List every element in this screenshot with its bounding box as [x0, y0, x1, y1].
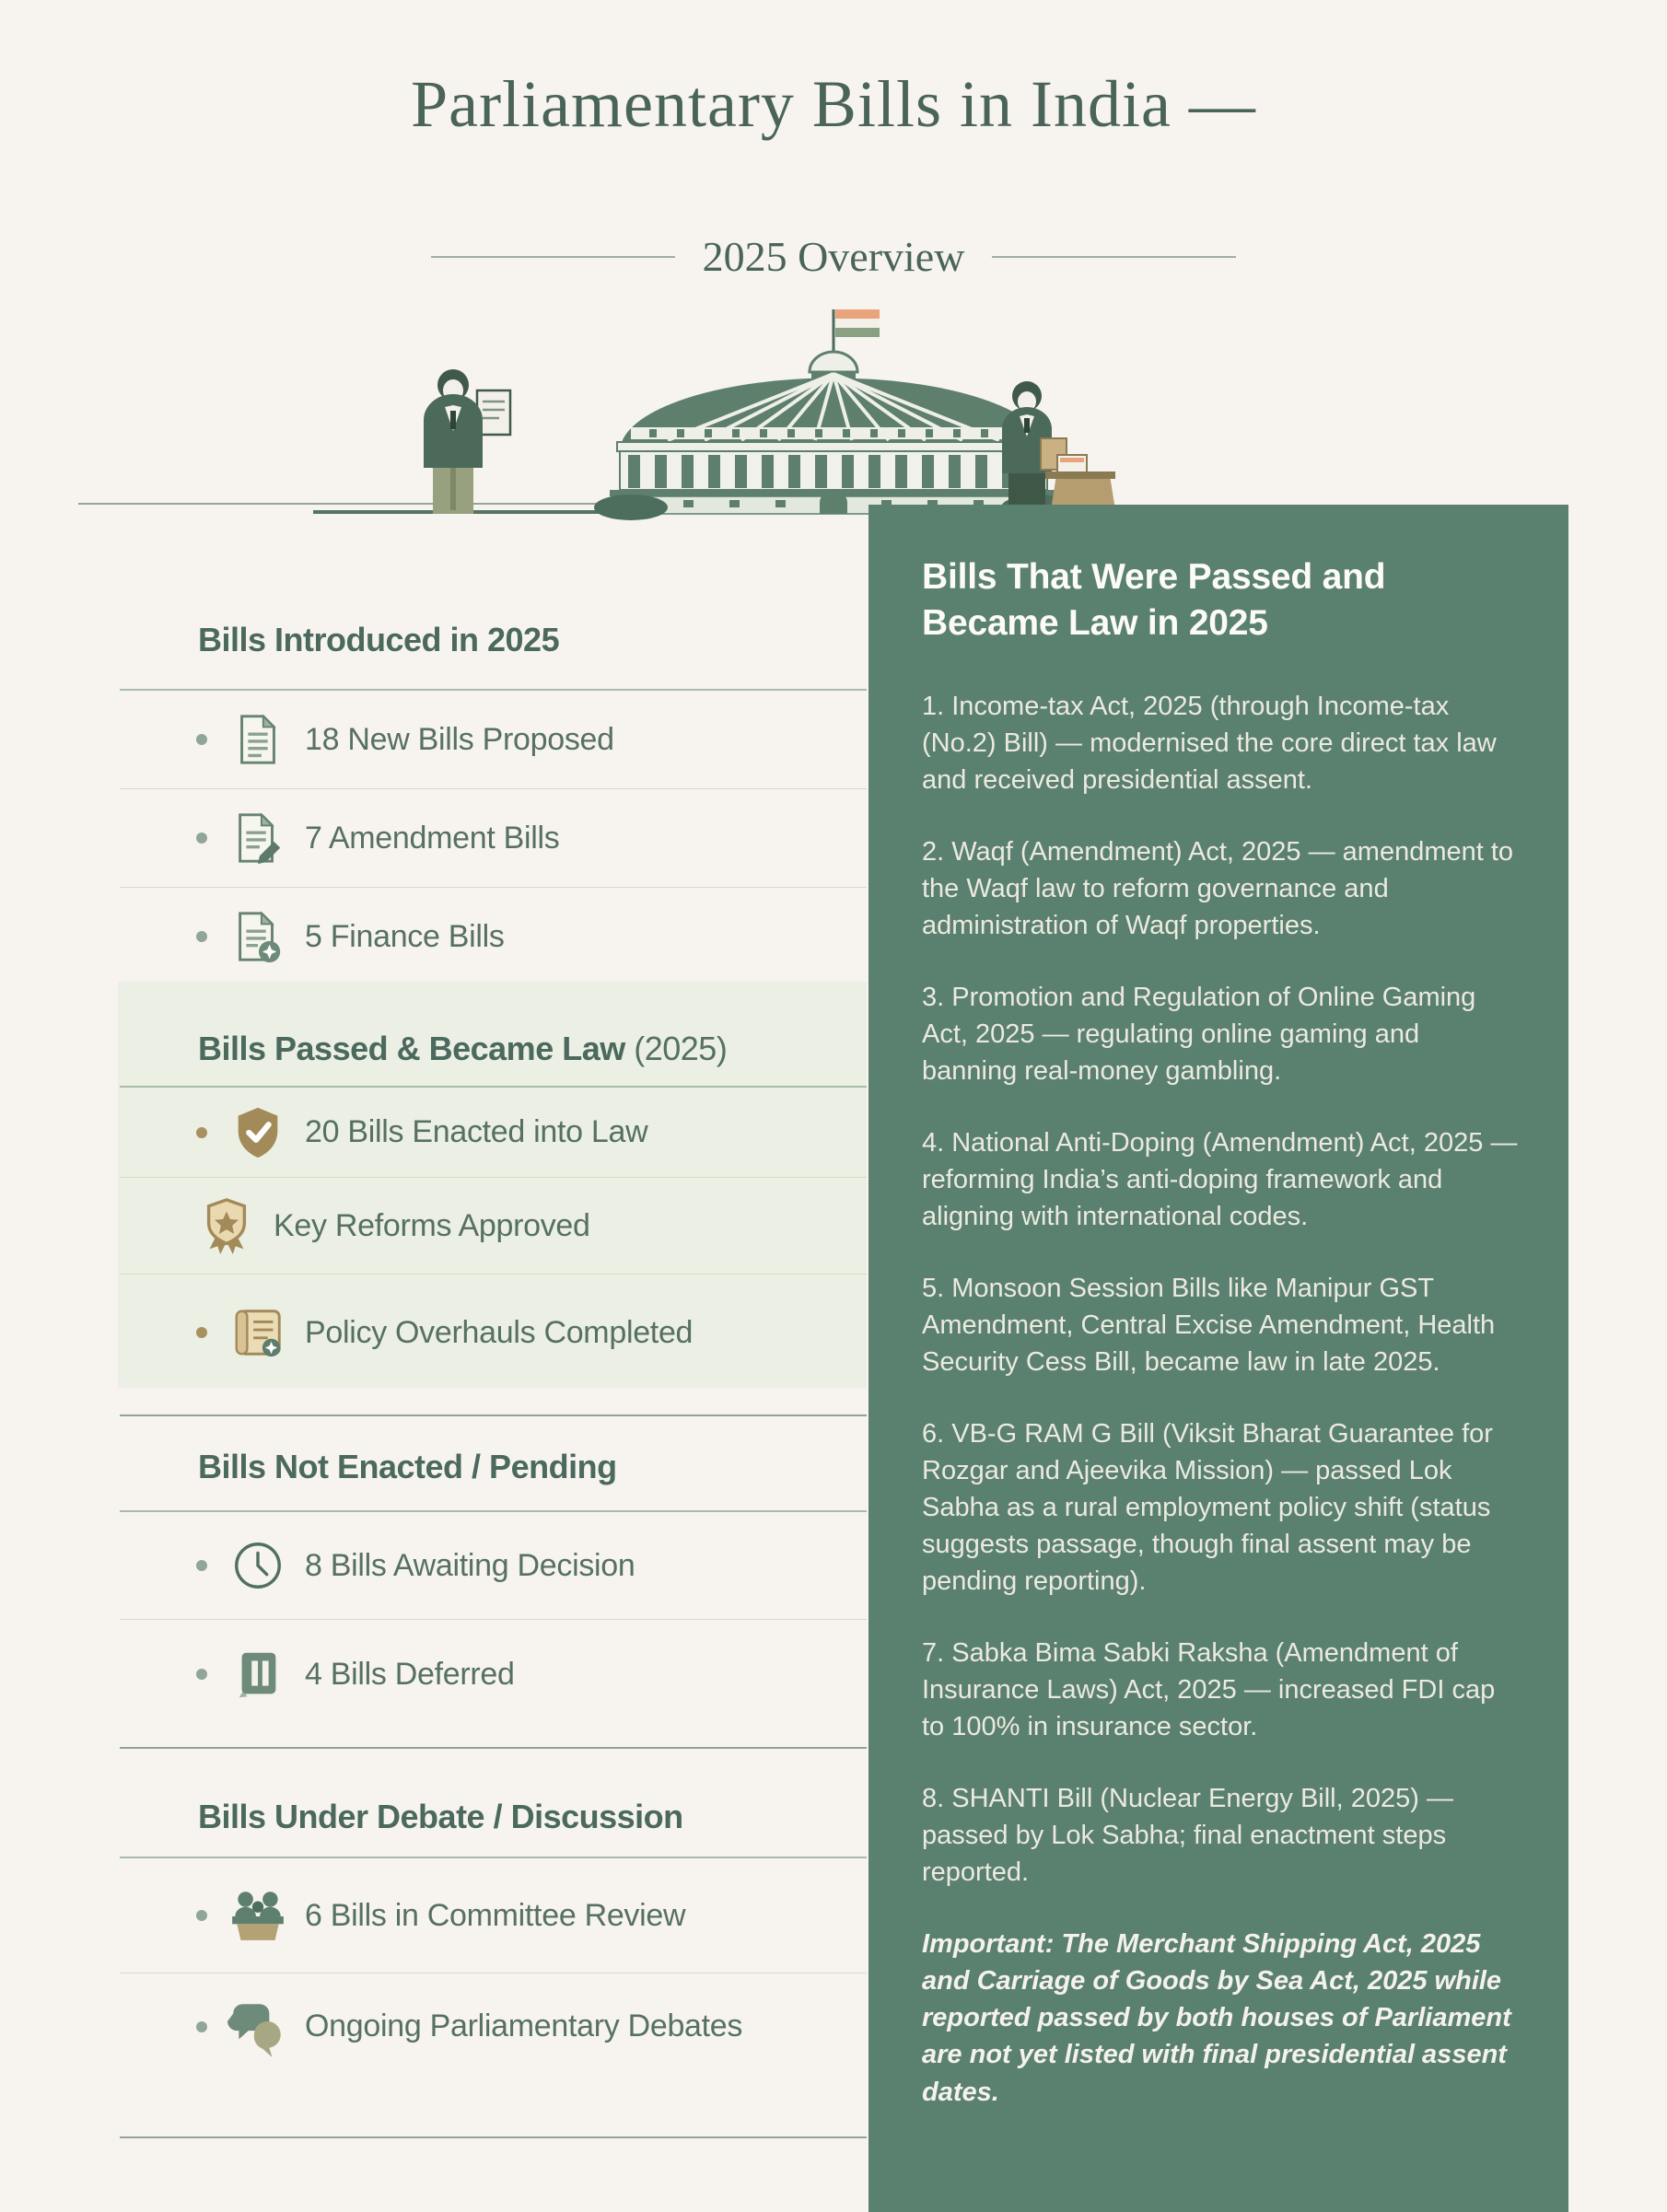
hedge-left [594, 495, 668, 520]
list-item-label: 20 Bills Enacted into Law [305, 1114, 648, 1149]
figure-left [424, 369, 510, 514]
shield-check-icon [227, 1102, 288, 1163]
page-subtitle: 2025 Overview [702, 233, 965, 280]
section-divider [120, 1415, 867, 1416]
list-item-label: 4 Bills Deferred [305, 1656, 515, 1692]
bullet-dot [196, 734, 207, 745]
section-divider [120, 1747, 867, 1749]
list-item [120, 1512, 867, 1620]
medal-star-icon [196, 1195, 257, 1256]
bullet-dot [196, 2021, 207, 2032]
list-item [120, 691, 867, 789]
clock-icon [227, 1535, 288, 1596]
list-item [120, 1088, 867, 1178]
panel-entry-2: 2. Waqf (Amendment) Act, 2025 — amendment to the Waqf law to reform governance and administration of Waqf properties. [922, 837, 1514, 941]
bullet-dot [196, 1127, 207, 1138]
list-item-label: Ongoing Parliamentary Debates [305, 2008, 743, 2043]
parliament-illustration [313, 284, 1363, 521]
list-item [120, 1178, 867, 1275]
panel-entry-3: 3. Promotion and Regulation of Online Gaming Act, 2025 — regulating online gaming and banning real-money gambling. [922, 983, 1476, 1087]
bullet-dot [196, 931, 207, 942]
pause-icon [227, 1644, 288, 1705]
bullet-dot [196, 1669, 207, 1680]
bullet-dot [196, 1910, 207, 1921]
panel-important-note: Important: The Merchant Shipping Act, 2025 and Carriage of Goods by Sea Act, 2025 while reported passed by both houses of Parliament are not yet listed with final presidential assent dates. [922, 1929, 1511, 2107]
page-title: Parliamentary Bills in India — [411, 67, 1256, 141]
passed-bills-panel [868, 505, 1568, 2212]
section-heading: Bills Introduced in 2025 [198, 621, 560, 658]
section-heading: Bills Passed & Became Law (2025) [198, 1030, 728, 1067]
panel-entry-6: 6. VB-G RAM G Bill (Viksit Bharat Guarantee for Rozgar and Ajeevika Mission) — passed Lok Sabha as a rural employment policy shift (status suggests passage, though final assent may be pending reporting). [922, 1419, 1493, 1597]
section-bills-debate [120, 1796, 867, 2079]
section-bills-pending [120, 1446, 867, 1729]
panel-entry-4: 4. National Anti-Doping (Amendment) Act, 2025 — reforming India’s anti-doping framework and aligning with international codes. [922, 1128, 1518, 1232]
list-item-label: 5 Finance Bills [305, 918, 505, 954]
subtitle-rule-right [992, 256, 1236, 258]
list-item [120, 1275, 867, 1391]
document-add-icon [227, 906, 288, 967]
list-item [120, 1858, 867, 1973]
document-icon [227, 709, 288, 770]
footer-divider [120, 2136, 867, 2138]
section-heading: Bills Under Debate / Discussion [198, 1798, 683, 1835]
scroll-icon [227, 1302, 288, 1363]
figure-right [1002, 381, 1116, 516]
list-item [120, 1973, 867, 2079]
subtitle-rule-left [431, 256, 675, 258]
panel-entry-1: 1. Income-tax Act, 2025 (through Income-tax (No.2) Bill) — modernised the core direct tax law and received presidential assent. [922, 692, 1497, 796]
chat-bubbles-icon [227, 1997, 288, 2057]
list-item [120, 888, 867, 985]
bullet-dot [196, 1560, 207, 1571]
section-bills-introduced [120, 619, 867, 985]
document-edit-icon [227, 808, 288, 868]
panel-title: Bills That Were Passed and Became Law in 2025 [922, 557, 1386, 643]
list-item-label: 7 Amendment Bills [305, 820, 560, 856]
section-bills-passed [120, 1028, 867, 1391]
list-item [120, 789, 867, 888]
bullet-dot [196, 832, 207, 844]
page-subtitle-row [0, 232, 1667, 281]
panel-entry-8: 8. SHANTI Bill (Nuclear Energy Bill, 2025) — passed by Lok Sabha; final enactment steps reported. [922, 1784, 1453, 1888]
list-item-label: 8 Bills Awaiting Decision [305, 1547, 635, 1583]
list-item [120, 1620, 867, 1729]
list-item-label: Policy Overhauls Completed [305, 1314, 694, 1350]
section-heading: Bills Not Enacted / Pending [198, 1448, 617, 1485]
bullet-dot [196, 1327, 207, 1338]
panel-entry-7: 7. Sabka Bima Sabki Raksha (Amendment of Insurance Laws) Act, 2025 — increased FDI cap to 100% in insurance sector. [922, 1638, 1496, 1742]
panel-entry-5: 5. Monsoon Session Bills like Manipur GST Amendment, Central Excise Amendment, Health Security Cess Bill, became law in late 2025. [922, 1274, 1496, 1378]
list-item-label: 6 Bills in Committee Review [305, 1897, 686, 1933]
committee-icon [227, 1885, 288, 1946]
list-item-label: Key Reforms Approved [274, 1207, 590, 1243]
list-item-label: 18 New Bills Proposed [305, 721, 614, 757]
